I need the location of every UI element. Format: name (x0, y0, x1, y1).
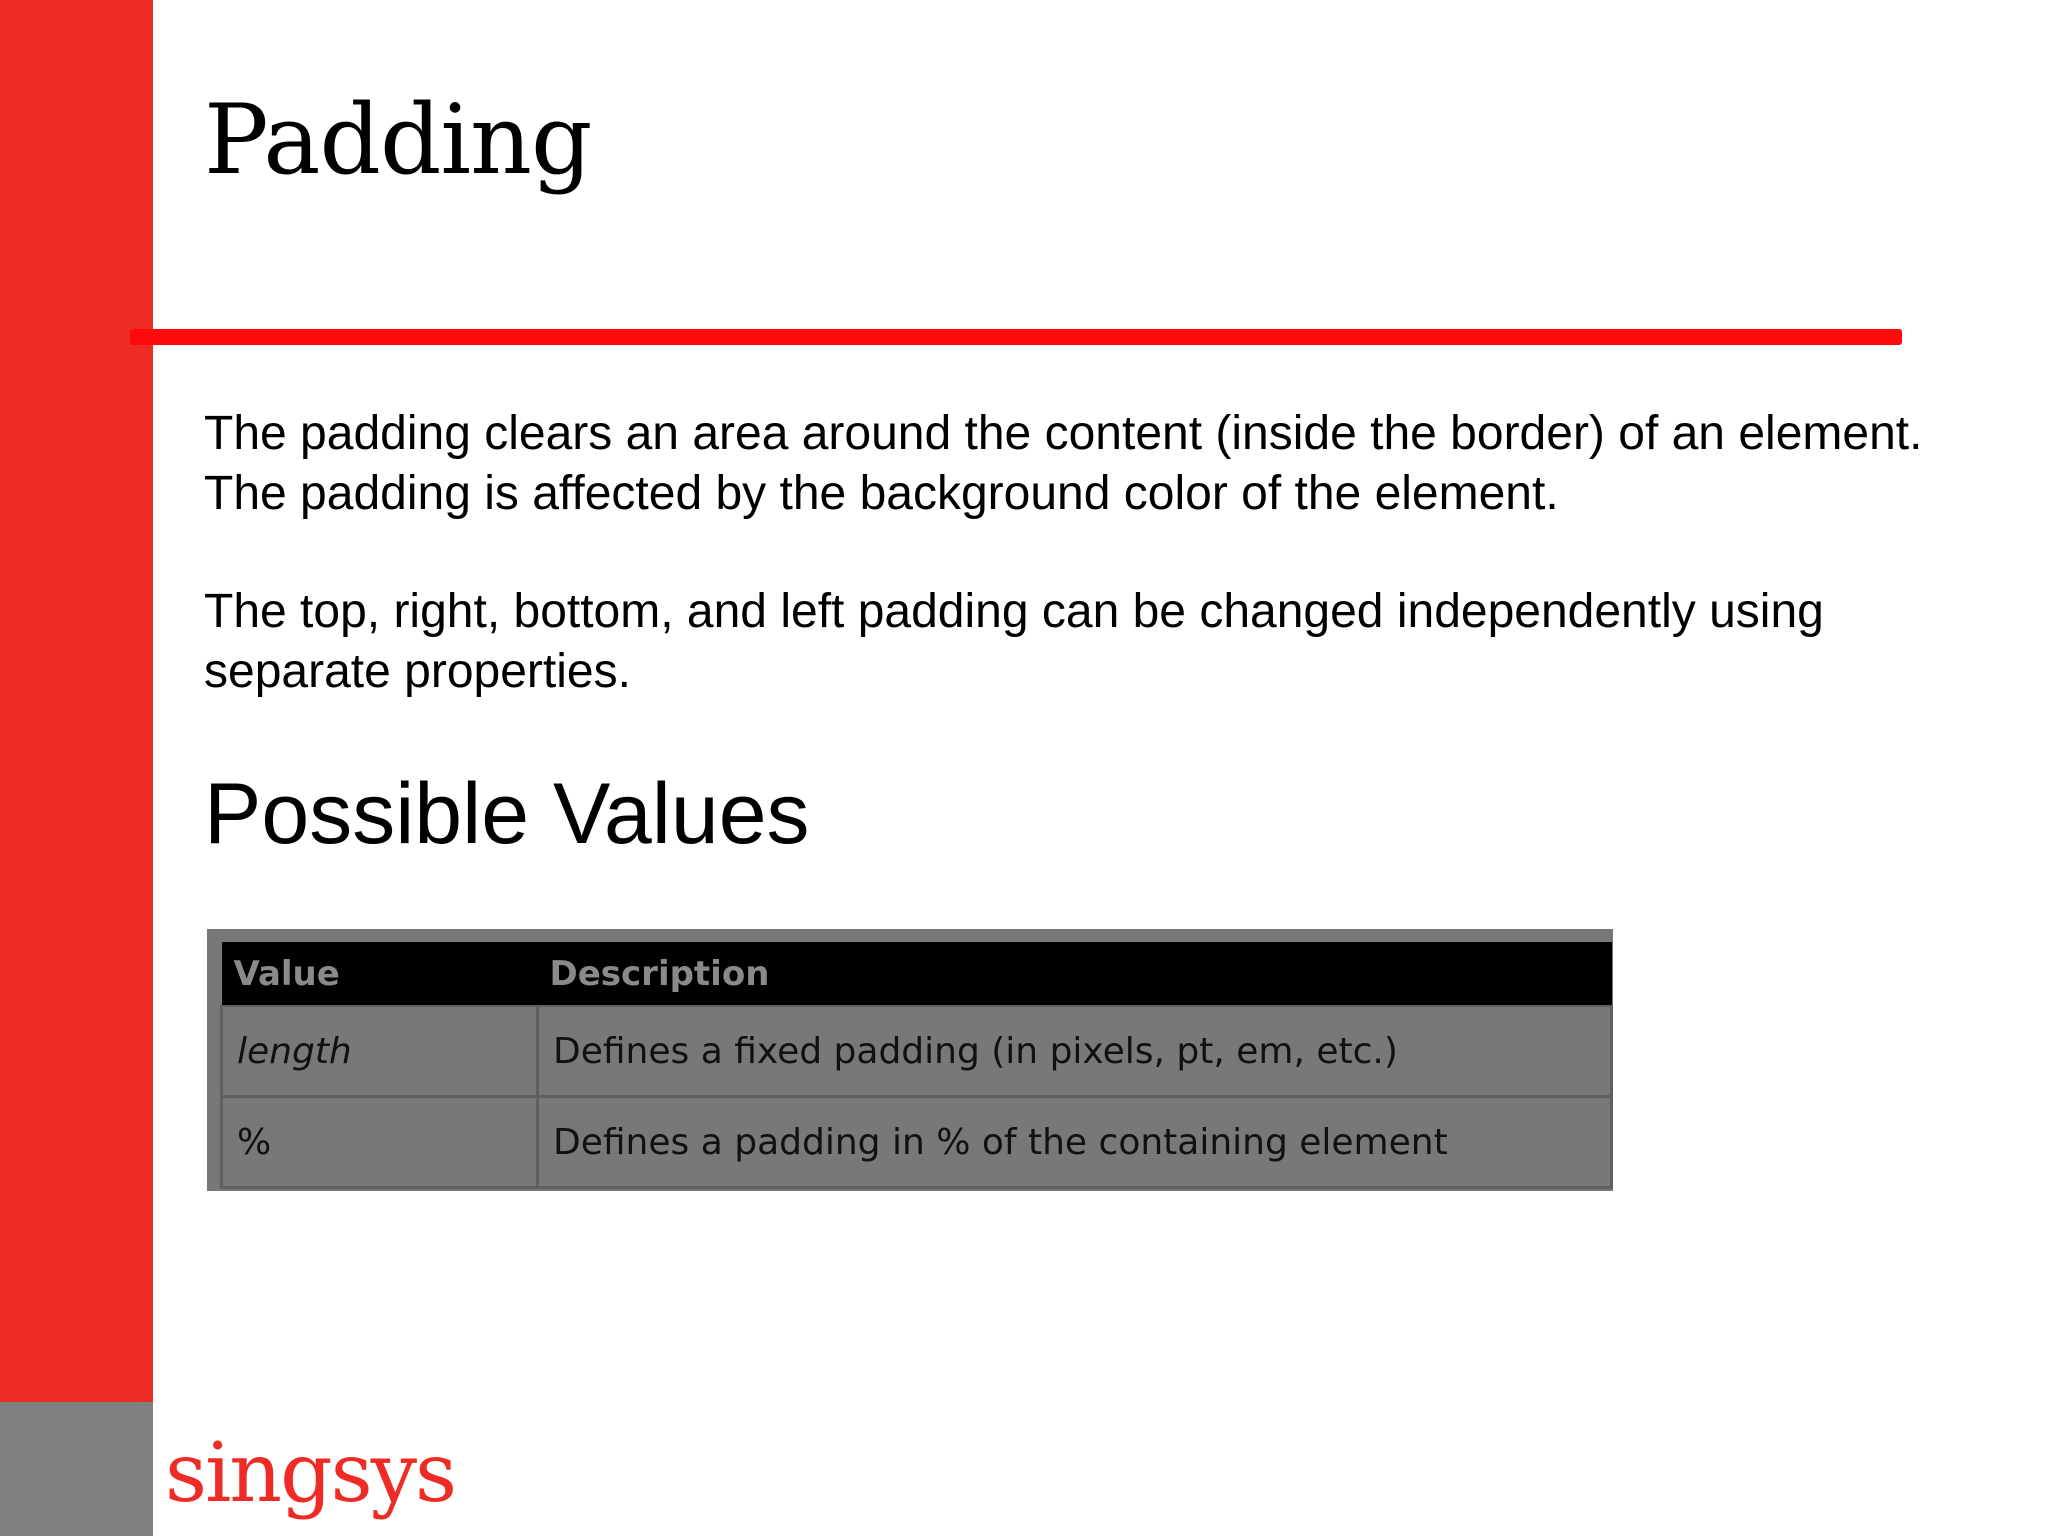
table-row (222, 1097, 1612, 1188)
slide-title: Padding (204, 84, 592, 196)
properties-paragraph: The top, right, bottom, and left padding can be changed independently using separate properties. (204, 585, 1824, 698)
row-value: % (222, 1097, 538, 1188)
table-header-row (222, 942, 1612, 1006)
values-table-image (207, 929, 1613, 1191)
row-description: Defines a fixed padding (in pixels, pt, em, etc.) (538, 1006, 1612, 1097)
row-description: Defines a padding in % of the containing element (538, 1097, 1612, 1188)
row-value: length (222, 1006, 538, 1097)
values-table (220, 942, 1613, 1189)
section-heading: Possible Values (204, 766, 810, 862)
table-row (222, 1006, 1612, 1097)
intro-paragraph: The padding clears an area around the content (inside the border) of an element. The padding is affected by the background color of the element. (204, 407, 1923, 520)
left-accent-bar (0, 0, 153, 1402)
header-value: Value (222, 942, 538, 1006)
title-divider (130, 329, 1902, 345)
header-description: Description (538, 942, 1612, 1006)
singsys-logo: singsys (165, 1426, 456, 1521)
left-footer-block (0, 1402, 153, 1536)
